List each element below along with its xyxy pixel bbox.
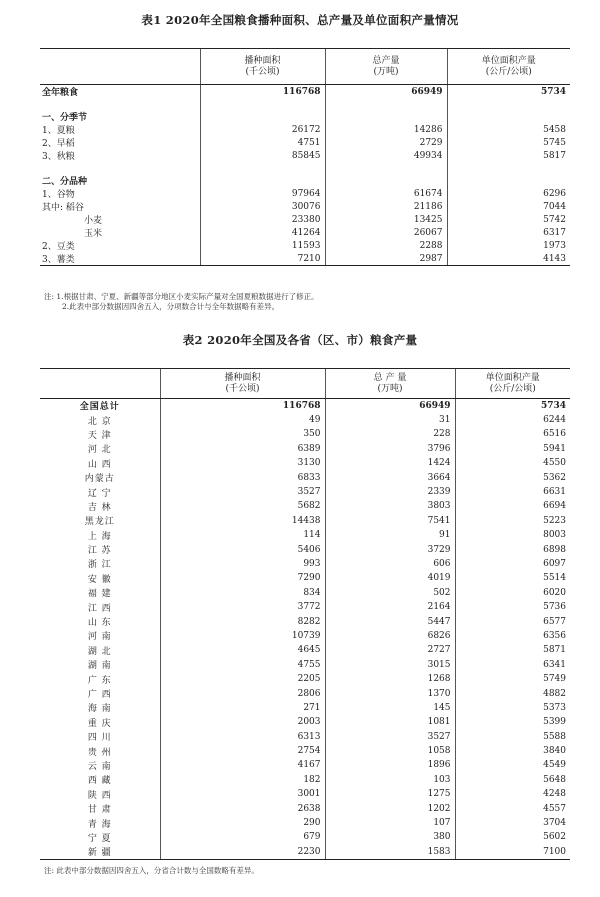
cell-yield: 5749 xyxy=(455,672,570,686)
cell-yield: 3704 xyxy=(455,816,570,830)
cell-output: 3664 xyxy=(325,470,455,484)
province-label: 江 苏 xyxy=(87,546,112,557)
cell-area: 4645 xyxy=(160,643,325,657)
province-label: 湖 北 xyxy=(87,646,112,657)
province-label: 青 海 xyxy=(87,819,112,830)
table-row xyxy=(40,571,570,585)
cell-yield: 5648 xyxy=(455,773,570,787)
table-row xyxy=(40,226,570,239)
table-row xyxy=(40,816,570,830)
cell-yield: 4248 xyxy=(455,787,570,801)
cell-output: 2288 xyxy=(325,239,447,252)
row-label: 一、分季节 xyxy=(42,113,88,123)
cell-output: 606 xyxy=(325,557,455,571)
cell-area: 6313 xyxy=(160,729,325,743)
cell-output: 7541 xyxy=(325,514,455,528)
province-label: 安 徽 xyxy=(87,574,112,585)
row-label: 玉米 xyxy=(84,229,103,239)
table-row xyxy=(40,787,570,801)
cell-yield: 6577 xyxy=(455,614,570,628)
header-blank xyxy=(40,369,160,399)
province-label: 甘 肃 xyxy=(87,805,112,816)
header-blank xyxy=(40,49,200,85)
table-row xyxy=(40,643,570,657)
table-row xyxy=(40,614,570,628)
cell-area: 2230 xyxy=(160,845,325,859)
table-row xyxy=(40,686,570,700)
cell-output: 13425 xyxy=(325,213,447,226)
table1-header-row xyxy=(40,49,570,85)
table-row xyxy=(40,514,570,528)
cell-area xyxy=(200,98,325,110)
cell-area: 85845 xyxy=(200,149,325,162)
cell-area: 97964 xyxy=(200,187,325,200)
cell-area: 2806 xyxy=(160,686,325,700)
cell-output xyxy=(325,174,447,187)
cell-output xyxy=(325,162,447,174)
cell-output: 26067 xyxy=(325,226,447,239)
cell-output: 228 xyxy=(325,427,455,441)
cell-area: 271 xyxy=(160,701,325,715)
cell-area: 4755 xyxy=(160,658,325,672)
row-label: 全年粮食 xyxy=(42,88,79,98)
cell-output: 3796 xyxy=(325,442,455,456)
header-output: 总产量 (万吨) xyxy=(325,49,447,85)
table-row xyxy=(40,187,570,200)
cell-output: 3729 xyxy=(325,542,455,556)
header-yield: 单位面积产量 (公斤/公顷) xyxy=(455,369,570,399)
table-row xyxy=(40,715,570,729)
table1-note-2: 2.此表中部分数据因四舍五入，分项数合计与全年数据略有差异。 xyxy=(62,302,280,311)
table-row xyxy=(40,499,570,513)
cell-output: 1202 xyxy=(325,801,455,815)
cell-output: 1058 xyxy=(325,744,455,758)
province-label: 上 海 xyxy=(87,531,112,542)
cell-area: 350 xyxy=(160,427,325,441)
province-label: 江 西 xyxy=(87,603,112,614)
province-label: 内蒙古 xyxy=(84,474,115,485)
cell-yield: 3840 xyxy=(455,744,570,758)
table1 xyxy=(40,48,570,266)
cell-output: 1583 xyxy=(325,845,455,859)
cell-yield xyxy=(447,110,570,123)
table-row xyxy=(40,399,570,413)
cell-output: 3527 xyxy=(325,729,455,743)
cell-yield: 6296 xyxy=(447,187,570,200)
table-row xyxy=(40,470,570,484)
cell-area: 114 xyxy=(160,528,325,542)
table-row xyxy=(40,744,570,758)
table-row xyxy=(40,801,570,815)
table-row xyxy=(40,542,570,556)
province-label: 辽 宁 xyxy=(87,488,112,499)
cell-area: 11593 xyxy=(200,239,325,252)
province-label: 陕 西 xyxy=(87,790,112,801)
cell-yield: 6631 xyxy=(455,485,570,499)
table-row xyxy=(40,174,570,187)
cell-output: 1370 xyxy=(325,686,455,700)
cell-output: 103 xyxy=(325,773,455,787)
table-row xyxy=(40,758,570,772)
cell-output: 2727 xyxy=(325,643,455,657)
cell-area xyxy=(200,162,325,174)
cell-area: 23380 xyxy=(200,213,325,226)
province-label: 浙 江 xyxy=(87,560,112,571)
cell-yield: 6020 xyxy=(455,586,570,600)
cell-yield xyxy=(447,162,570,174)
row-label: 其中: 稻谷 xyxy=(42,203,84,213)
table-row xyxy=(40,123,570,136)
cell-output: 1081 xyxy=(325,715,455,729)
row-label xyxy=(40,98,200,110)
table-row xyxy=(40,557,570,571)
cell-output: 1268 xyxy=(325,672,455,686)
table-row xyxy=(40,427,570,441)
table-row xyxy=(40,701,570,715)
row-label: 2、早稻 xyxy=(42,139,75,149)
table-row xyxy=(40,162,570,174)
province-label: 河 南 xyxy=(87,632,112,643)
row-label: 3、秋粮 xyxy=(42,152,75,162)
cell-yield: 6898 xyxy=(455,542,570,556)
table-row xyxy=(40,413,570,427)
cell-area: 7290 xyxy=(160,571,325,585)
table2 xyxy=(40,368,570,860)
table-row xyxy=(40,773,570,787)
cell-area: 116768 xyxy=(200,85,325,99)
cell-area: 7210 xyxy=(200,252,325,266)
cell-yield: 5734 xyxy=(447,85,570,99)
province-label: 北 京 xyxy=(87,416,112,427)
table-row xyxy=(40,485,570,499)
table-row xyxy=(40,658,570,672)
cell-area: 2003 xyxy=(160,715,325,729)
table2-note: 注: 此表中部分数据因四舍五入，分省合计数与全国数略有差异。 xyxy=(44,866,259,875)
cell-output: 2729 xyxy=(325,136,447,149)
cell-output: 1275 xyxy=(325,787,455,801)
cell-yield: 6356 xyxy=(455,629,570,643)
province-label: 广 东 xyxy=(87,675,112,686)
cell-area: 10739 xyxy=(160,629,325,643)
cell-yield: 4549 xyxy=(455,758,570,772)
cell-yield xyxy=(447,174,570,187)
cell-yield: 5588 xyxy=(455,729,570,743)
table-row xyxy=(40,456,570,470)
cell-yield: 5742 xyxy=(447,213,570,226)
cell-output: 5447 xyxy=(325,614,455,628)
cell-output xyxy=(325,110,447,123)
table2-title: 表2 2020年全国及各省（区、市）粮食产量 xyxy=(182,333,418,347)
province-label: 天 津 xyxy=(87,430,112,441)
table-row xyxy=(40,528,570,542)
province-label: 山 东 xyxy=(87,618,112,629)
cell-yield: 5362 xyxy=(455,470,570,484)
cell-yield: 5223 xyxy=(455,514,570,528)
row-label: 3、薯类 xyxy=(40,252,200,266)
header-area: 播种面积 (千公顷) xyxy=(200,49,325,85)
province-label: 黑龙江 xyxy=(84,517,115,528)
cell-yield xyxy=(447,98,570,110)
cell-area: 3527 xyxy=(160,485,325,499)
table-row xyxy=(40,213,570,226)
cell-yield: 5458 xyxy=(447,123,570,136)
cell-area: 3001 xyxy=(160,787,325,801)
cell-yield: 5373 xyxy=(455,701,570,715)
table-row xyxy=(40,149,570,162)
cell-area: 4751 xyxy=(200,136,325,149)
cell-output: 145 xyxy=(325,701,455,715)
cell-yield: 6317 xyxy=(447,226,570,239)
cell-area: 6389 xyxy=(160,442,325,456)
row-label: 1、谷物 xyxy=(42,190,75,200)
cell-output: 3015 xyxy=(325,658,455,672)
cell-output: 91 xyxy=(325,528,455,542)
province-label: 西 藏 xyxy=(87,776,112,787)
row-label xyxy=(40,162,200,174)
province-label: 河 北 xyxy=(87,445,112,456)
province-label: 宁 夏 xyxy=(87,833,112,844)
cell-output: 1896 xyxy=(325,758,455,772)
province-label: 广 西 xyxy=(87,690,112,700)
province-label: 山 西 xyxy=(87,459,112,470)
cell-output: 31 xyxy=(325,413,455,427)
header-output: 总 产 量 (万吨) xyxy=(325,369,455,399)
cell-output: 6826 xyxy=(325,629,455,643)
cell-area: 3772 xyxy=(160,600,325,614)
province-label: 全国总计 xyxy=(79,402,120,413)
table-row xyxy=(40,85,570,99)
cell-area: 993 xyxy=(160,557,325,571)
table-row xyxy=(40,252,570,266)
cell-output: 49934 xyxy=(325,149,447,162)
table-row xyxy=(40,629,570,643)
cell-output: 1424 xyxy=(325,456,455,470)
cell-yield: 6516 xyxy=(455,427,570,441)
cell-area: 116768 xyxy=(160,399,325,413)
province-label: 重 庆 xyxy=(87,718,112,729)
cell-area: 290 xyxy=(160,816,325,830)
table1-title: 表1 2020年全国粮食播种面积、总产量及单位面积产量情况 xyxy=(141,13,459,27)
table-row xyxy=(40,600,570,614)
cell-yield: 4143 xyxy=(447,252,570,266)
cell-area: 5406 xyxy=(160,542,325,556)
cell-area: 2754 xyxy=(160,744,325,758)
cell-area: 679 xyxy=(160,830,325,844)
row-label: 1、夏粮 xyxy=(42,126,75,136)
province-label: 湖 南 xyxy=(87,661,112,672)
row-label: 二、分品种 xyxy=(42,177,88,187)
cell-yield: 6097 xyxy=(455,557,570,571)
cell-output: 380 xyxy=(325,830,455,844)
row-label: 2、豆类 xyxy=(42,242,75,252)
province-label: 四 川 xyxy=(87,733,112,744)
cell-area: 2205 xyxy=(160,672,325,686)
cell-output: 502 xyxy=(325,586,455,600)
cell-area: 4167 xyxy=(160,758,325,772)
cell-yield: 6341 xyxy=(455,658,570,672)
cell-yield: 5745 xyxy=(447,136,570,149)
cell-area: 834 xyxy=(160,586,325,600)
table-row xyxy=(40,729,570,743)
cell-yield: 5871 xyxy=(455,643,570,657)
province-label: 云 南 xyxy=(87,761,112,772)
cell-yield: 5602 xyxy=(455,830,570,844)
table2-header-row xyxy=(40,369,570,399)
cell-area: 49 xyxy=(160,413,325,427)
row-label: 小麦 xyxy=(84,216,103,226)
cell-output: 66949 xyxy=(325,399,455,413)
table-row xyxy=(40,136,570,149)
cell-yield: 4882 xyxy=(455,686,570,700)
cell-yield: 5399 xyxy=(455,715,570,729)
table-row xyxy=(40,586,570,600)
table-row xyxy=(40,200,570,213)
cell-yield: 5941 xyxy=(455,442,570,456)
cell-yield: 7044 xyxy=(447,200,570,213)
table-row xyxy=(40,845,570,859)
cell-output: 2339 xyxy=(325,485,455,499)
cell-output: 21186 xyxy=(325,200,447,213)
cell-yield: 4550 xyxy=(455,456,570,470)
cell-output: 2987 xyxy=(325,252,447,266)
header-yield: 单位面积产量 (公斤/公顷) xyxy=(447,49,570,85)
cell-area xyxy=(200,174,325,187)
cell-output: 3803 xyxy=(325,499,455,513)
cell-area: 2638 xyxy=(160,801,325,815)
table-row xyxy=(40,110,570,123)
province-label: 吉 林 xyxy=(87,502,112,513)
cell-output: 4019 xyxy=(325,571,455,585)
header-area: 播种面积 (千公顷) xyxy=(160,369,325,399)
cell-area: 6833 xyxy=(160,470,325,484)
table-row xyxy=(40,98,570,110)
cell-yield: 6694 xyxy=(455,499,570,513)
cell-area: 26172 xyxy=(200,123,325,136)
cell-area: 5682 xyxy=(160,499,325,513)
cell-output xyxy=(325,98,447,110)
cell-output: 61674 xyxy=(325,187,447,200)
table-row xyxy=(40,442,570,456)
cell-yield: 5736 xyxy=(455,600,570,614)
cell-area: 8282 xyxy=(160,614,325,628)
province-label: 海 南 xyxy=(87,704,112,715)
cell-area: 182 xyxy=(160,773,325,787)
cell-yield: 5817 xyxy=(447,149,570,162)
cell-area xyxy=(200,110,325,123)
province-label: 贵 州 xyxy=(87,747,112,758)
province-label: 新 疆 xyxy=(40,845,160,859)
province-label: 福 建 xyxy=(87,589,112,600)
cell-yield: 1973 xyxy=(447,239,570,252)
table-row xyxy=(40,672,570,686)
cell-yield: 4557 xyxy=(455,801,570,815)
cell-output: 14286 xyxy=(325,123,447,136)
cell-yield: 8003 xyxy=(455,528,570,542)
cell-output: 2164 xyxy=(325,600,455,614)
cell-area: 30076 xyxy=(200,200,325,213)
cell-yield: 5514 xyxy=(455,571,570,585)
cell-output: 66949 xyxy=(325,85,447,99)
table-row xyxy=(40,830,570,844)
cell-output: 107 xyxy=(325,816,455,830)
cell-area: 3130 xyxy=(160,456,325,470)
cell-yield: 7100 xyxy=(455,845,570,859)
cell-area: 14438 xyxy=(160,514,325,528)
cell-area: 41264 xyxy=(200,226,325,239)
cell-yield: 6244 xyxy=(455,413,570,427)
table-row xyxy=(40,239,570,252)
table1-note-1: 注: 1.根据甘肃、宁夏、新疆等部分地区小麦实际产量对全国夏粮数据进行了修正。 xyxy=(44,292,319,301)
cell-yield: 5734 xyxy=(455,399,570,413)
